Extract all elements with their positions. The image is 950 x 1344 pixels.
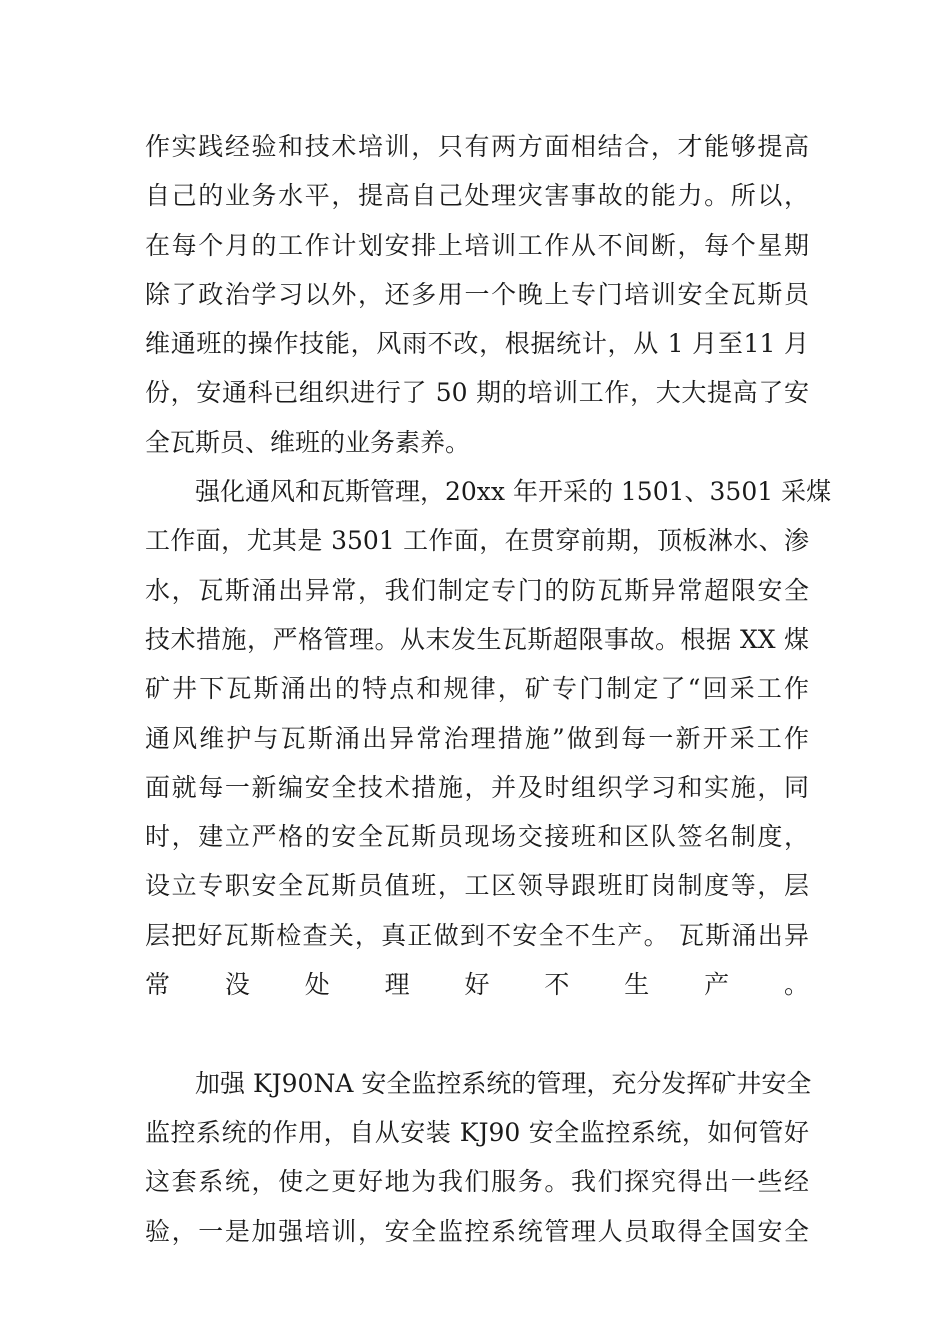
paragraph-line: 作实践经验和技术培训，只有两方面相结合，才能够提高 — [145, 132, 809, 161]
paragraph-line: 设立专职安全瓦斯员值班，工区领导跟班盯岗制度等，层 — [145, 871, 809, 901]
paragraph-line: 维通班的操作技能，风雨不改，根据统计，从 1 月至11 月 — [145, 329, 809, 359]
paragraph-line: 这套系统，使之更好地为我们服务。我们探究得出一些经 — [145, 1167, 809, 1197]
paragraph-line: 强化通风和瓦斯管理，20xx 年开采的 1501、3501 采煤 — [195, 477, 832, 507]
paragraph-line: 工作面，尤其是 3501 工作面，在贯穿前期，顶板淋水、渗 — [145, 526, 809, 556]
paragraph-line: 时，建立严格的安全瓦斯员现场交接班和区队签名制度， — [145, 822, 809, 852]
paragraph-line — [145, 1009, 809, 1058]
paragraph-line: 验，一是加强培训，安全监控系统管理人员取得全国安全 — [145, 1216, 809, 1246]
paragraph-line: 监控系统的作用，自从安装 KJ90 安全监控系统，如何管好 — [145, 1117, 809, 1147]
paragraph-line: 常没处理好不生产。 — [145, 970, 809, 1000]
paragraph-line: 份，安通科已组织进行了 50 期的培训工作，大大提高了安 — [145, 378, 809, 408]
paragraph-line: 在每个月的工作计划安排上培训工作从不间断，每个星期 — [145, 230, 809, 260]
paragraph-line: 加强 KJ90NA 安全监控系统的管理，充分发挥矿井安全 — [195, 1068, 812, 1098]
paragraph-line: 自己的业务水平，提高自己处理灾害事故的能力。所以， — [145, 181, 809, 211]
paragraph-line: 技术措施，严格管理。从末发生瓦斯超限事故。根据 XX 煤 — [145, 624, 809, 654]
paragraph-line: 矿井下瓦斯涌出的特点和规律，矿专门制定了“回采工作 — [145, 674, 809, 704]
paragraph-line: 除了政治学习以外，还多用一个晚上专门培训安全瓦斯员 — [145, 279, 809, 309]
document-body — [145, 122, 832, 1256]
paragraph-line: 水，瓦斯涌出异常，我们制定专门的防瓦斯异常超限安全 — [145, 575, 809, 605]
paragraph-line: 通风维护与瓦斯涌出异常治理措施”做到每一新开采工作 — [145, 723, 809, 753]
paragraph-line: 面就每一新编安全技术措施，并及时组织学习和实施，同 — [145, 772, 809, 802]
paragraph-line: 层把好瓦斯检查关，真正做到不安全不生产。 瓦斯涌出异 — [145, 920, 809, 950]
paragraph-line: 全瓦斯员、维班的业务素养。 — [145, 427, 471, 457]
